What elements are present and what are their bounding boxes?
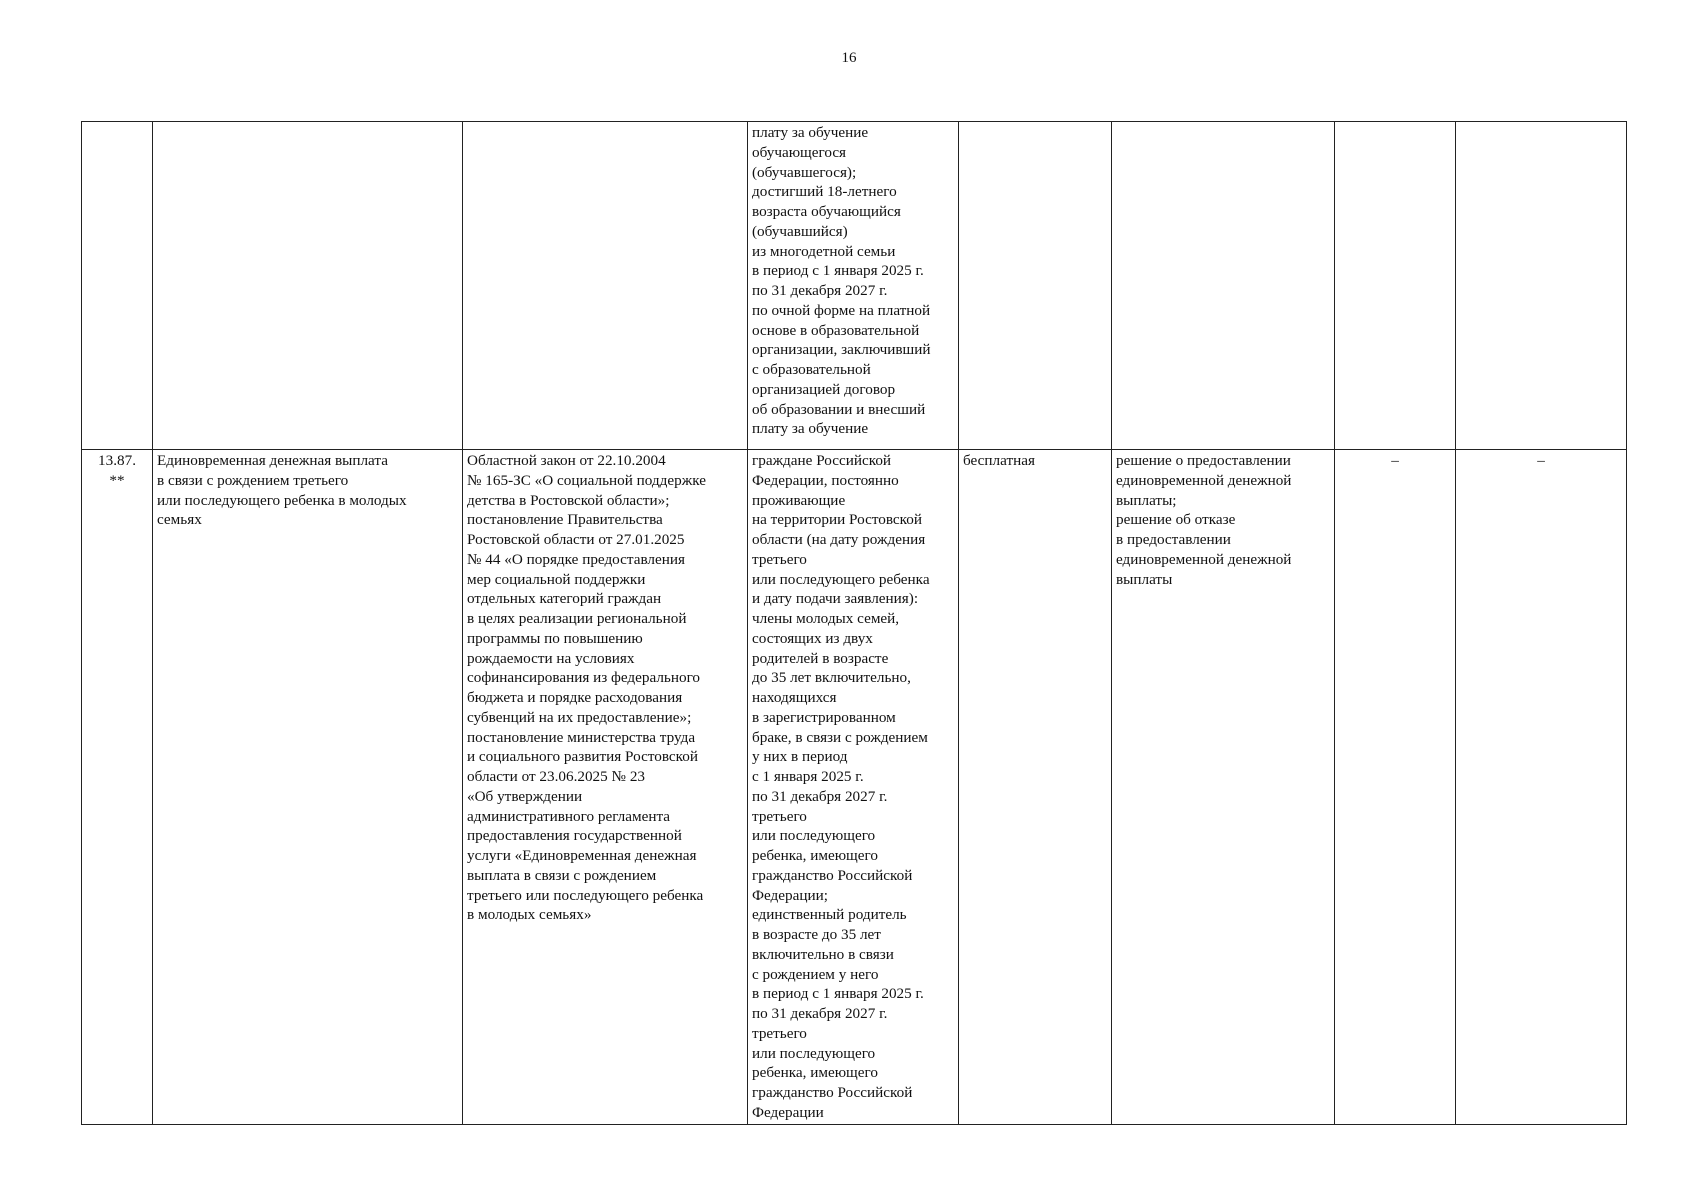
table-row: [82, 450, 1627, 1125]
cell-recipients: плату за обучение обучающегося (обучавшегося); достигший 18-летнего возраста обучающийся (обучавшийся) из многодетной семьи в период с 1 января 2025 г. по 31 декабря 2027 г. по очной форме на платной основе в образовательной организации, заключивший с образовательной организацией договор об образовании и внесший плату за обучение: [748, 122, 959, 450]
cell-recipients: граждане Российской Федерации, постоянно проживающие на территории Ростовской области (на дату рождения третьего или последующего ребенка и дату подачи заявления): члены молодых семей, состоящих из двух родителей в возрасте до 35 лет включительно, находящихся в зарегистрированном браке, в связи с рождением у них в период с 1 января 2025 г. по 31 декабря 2027 г. третьего или последующего ребенка, имеющего гражданство Российской Федерации; единственный родитель в возрасте до 35 лет включительно в связи с рождением у него в период с 1 января 2025 г. по 31 декабря 2027 г. третьего или последующего ребенка, имеющего гражданство Российской Федерации: [748, 450, 959, 1125]
services-table: [81, 121, 1627, 1125]
cell-legal-basis: Областной закон от 22.10.2004 № 165-ЗС «О социальной поддержке детства в Ростовской области»; постановление Правительства Ростовской области от 27.01.2025 № 44 «О порядке предоставления мер социальной поддержки отдельных категорий граждан в целях реализации региональной программы по повышению рождаемости на условиях софинансирования из федерального бюджета и порядке расходования субвенций на их предоставление»; постановление министерства труда и социального развития Ростовской области от 23.06.2025 № 23 «Об утверждении административного регламента предоставления государственной услуги «Единовременная денежная выплата в связи с рождением третьего или последующего ребенка в молодых семьях»: [463, 450, 748, 1125]
cell-service-name: [153, 122, 463, 450]
cell-number: 13.87. **: [82, 450, 153, 1125]
table-row: [82, 122, 1627, 450]
page-number: 16: [841, 50, 857, 66]
cell-number: [82, 122, 153, 450]
cell-col9: [1456, 122, 1627, 450]
cell-result: решение о предоставлении единовременной денежной выплаты; решение об отказе в предоставлении единовременной денежной выплаты: [1112, 450, 1335, 1125]
cell-legal-basis: [463, 122, 748, 450]
cell-result: [1112, 122, 1335, 450]
cell-service-name: Единовременная денежная выплата в связи с рождением третьего или последующего ребенка в молодых семьях: [153, 450, 463, 1125]
cell-col8: –: [1335, 450, 1456, 1125]
cell-cost: бесплатная: [959, 450, 1112, 1125]
cell-col8: [1335, 122, 1456, 450]
cell-col9: –: [1456, 450, 1627, 1125]
cell-cost: [959, 122, 1112, 450]
